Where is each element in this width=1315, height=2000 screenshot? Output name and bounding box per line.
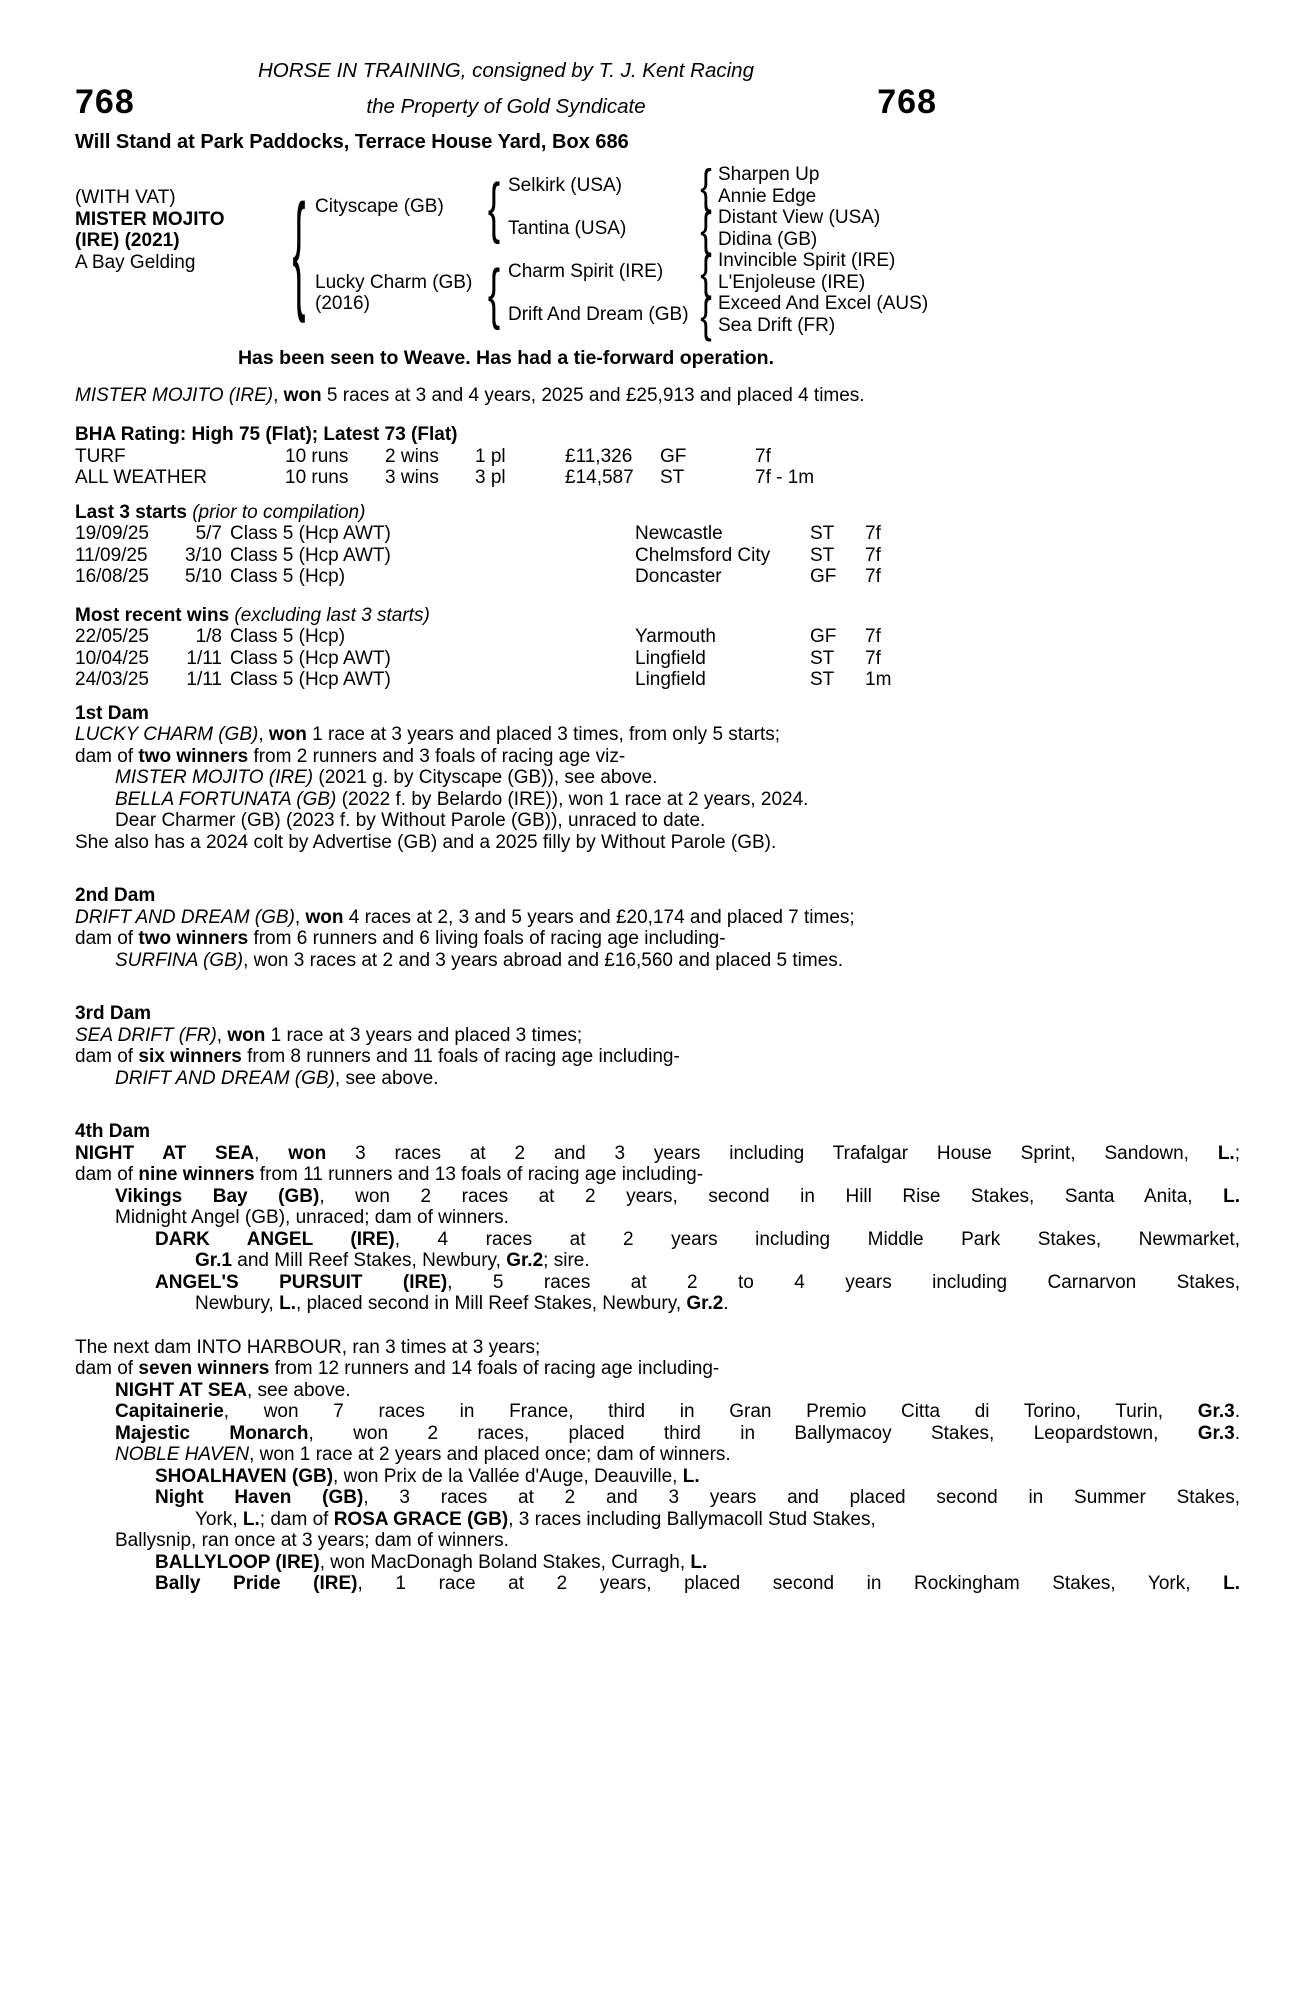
text-run: (2021 g. by Cityscape (GB)), see above.: [313, 767, 658, 788]
cell-dist: 7f: [865, 647, 881, 669]
cell-date: 11/09/25: [75, 544, 148, 566]
text-run: , won 3 races at 2 and 3 years abroad and £16,560 and placed 5 times.: [243, 949, 844, 971]
cell-dist: 7f: [865, 626, 881, 647]
vat-note: (WITH VAT): [75, 187, 176, 208]
text-run: dam of: [75, 745, 139, 767]
text-run: 3 races at 2 and 3 years including Trafalgar House Sprint, Sandown,: [326, 1142, 1218, 1164]
text-run: NIGHT AT SEA: [75, 1142, 255, 1164]
cell-dist: 7f: [865, 544, 881, 566]
table-row: [75, 626, 1240, 648]
great-grandparent: Sharpen Up: [718, 164, 820, 185]
text-run: .: [723, 1293, 729, 1314]
recent-wins-heading: [75, 605, 1240, 627]
text-run: , 5 races at 2 to 4 years including Carnarvon Stakes,: [447, 1271, 1240, 1293]
text-run: SHOALHAVEN (GB): [155, 1465, 334, 1487]
cell-surface: TURF: [75, 445, 126, 467]
text-run: DRIFT AND DREAM (GB): [115, 1067, 335, 1089]
cell-cls: Class 5 (Hcp AWT): [230, 523, 391, 544]
text-run: Capitainerie: [115, 1401, 224, 1422]
text-run: ,: [216, 1024, 228, 1046]
cell-pos: 5/7: [195, 523, 222, 544]
cell-course: Lingfield: [635, 647, 706, 669]
cell-dist: 7f: [755, 445, 771, 467]
last-starts-table: [75, 523, 1240, 588]
dam-heading: 1st Dam: [75, 702, 149, 724]
pedigree-text-line: [75, 1025, 1240, 1047]
cell-dist: 7f: [865, 566, 881, 587]
text-run: from 6 runners and 6 living foals of racing age including-: [248, 928, 726, 949]
catalogue-body: [75, 385, 1240, 1595]
text-run: Dear Charmer (GB) (2023 f. by Without Parole (GB)), unraced to date.: [115, 810, 706, 831]
lot-number-left: 768: [75, 82, 135, 121]
pedigree-text-line: [75, 928, 1240, 950]
cell-pl: 1 pl: [475, 445, 506, 467]
pedigree-text-line: [75, 1530, 1240, 1552]
text-run: , see above.: [334, 1067, 439, 1089]
text-run: LUCKY CHARM (GB): [75, 724, 259, 745]
text-run: BALLYLOOP (IRE): [155, 1551, 320, 1573]
dam-section: [75, 1003, 1240, 1089]
cell-date: 16/08/25: [75, 566, 149, 587]
text-run: SEA DRIFT (FR): [75, 1024, 217, 1046]
pedigree-text-line: [75, 950, 1240, 972]
text-run: Majestic Monarch: [115, 1422, 309, 1444]
text-run: MISTER MOJITO (IRE): [115, 767, 314, 788]
cell-course: Doncaster: [635, 566, 722, 587]
cell-date: 19/09/25: [75, 523, 149, 544]
great-grandparent: Didina (GB): [718, 228, 818, 250]
text-run: won: [288, 1142, 327, 1164]
pedigree-text-line: [75, 1380, 1240, 1402]
cell-course: Yarmouth: [635, 626, 716, 647]
text-run: dam of: [75, 1358, 139, 1379]
dam-section: [75, 703, 1240, 854]
lot-row: [75, 82, 937, 121]
great-grandparent: Exceed And Excel (AUS): [718, 293, 929, 314]
text-run: BELLA FORTUNATA (GB): [115, 788, 337, 810]
granddam-maternal: Drift And Dream (GB): [508, 303, 689, 325]
pedigree-text-line: [75, 1552, 1240, 1574]
pedigree-text-line: [75, 1487, 1240, 1509]
dam-heading: 4th Dam: [75, 1121, 150, 1142]
cell-course: Lingfield: [635, 669, 706, 690]
text-run: Most recent wins: [75, 604, 230, 626]
pedigree-brace-sire: {: [487, 169, 501, 245]
text-run: L.: [1223, 1573, 1240, 1594]
text-run: , won MacDonagh Boland Stakes, Curragh,: [319, 1551, 691, 1573]
pedigree-text-line: [75, 1509, 1240, 1531]
cell-money: £14,587: [565, 467, 634, 488]
pedigree-brace-gp4: {: [700, 287, 712, 342]
text-run: dam of: [75, 1164, 139, 1185]
dam-sections: [75, 703, 1240, 1595]
dam-name: Lucky Charm (GB): [315, 271, 473, 293]
cell-dist: 7f - 1m: [755, 467, 815, 488]
pedigree-text-line: [75, 746, 1240, 768]
lot-number-right: 768: [877, 82, 937, 121]
text-run: (prior to compilation): [186, 501, 366, 523]
text-run: ; dam of: [259, 1508, 334, 1530]
cell-pl: 3 pl: [475, 467, 506, 488]
text-run: NOBLE HAVEN: [115, 1444, 250, 1465]
dam-heading: 2nd Dam: [75, 885, 156, 906]
pedigree-brace-gp2: {: [700, 201, 712, 256]
property-line: the Property of Gold Syndicate: [366, 94, 646, 118]
great-grandparent: Sea Drift (FR): [718, 314, 836, 336]
text-run: ,: [273, 384, 284, 406]
text-run: , won 2 races, placed third in Ballymacoy Stakes, Leopardstown,: [308, 1422, 1198, 1444]
text-run: Last 3 starts: [75, 501, 187, 523]
bha-rating-heading: BHA Rating: High 75 (Flat); Latest 73 (Flat): [75, 424, 458, 445]
text-run: DRIFT AND DREAM (GB): [75, 906, 295, 928]
cell-money: £11,326: [565, 445, 633, 467]
text-run: (excluding last 3 starts): [229, 604, 430, 626]
vet-notice: Has been seen to Weave. Has had a tie-forward operation.: [237, 347, 775, 369]
text-run: two winners: [138, 745, 249, 767]
text-run: , 3 races including Ballymacoll Stud Stakes,: [508, 1508, 876, 1530]
grandsire-maternal: Charm Spirit (IRE): [508, 260, 664, 282]
text-run: Gr.3: [1197, 1422, 1235, 1444]
stand-location-line: Will Stand at Park Paddocks, Terrace House Yard, Box 686: [75, 130, 629, 153]
cell-pos: 1/11: [186, 647, 222, 669]
text-run: Gr.1: [195, 1250, 232, 1271]
text-run: , placed second in Mill Reef Stakes, Newbury,: [296, 1293, 687, 1314]
pedigree-text-line: [75, 1573, 1240, 1595]
text-run: won: [268, 724, 307, 745]
great-grandparent: L'Enjoleuse (IRE): [718, 271, 866, 293]
cell-course: Chelmsford City: [635, 544, 771, 566]
text-run: SURFINA (GB): [115, 949, 244, 971]
horse-suffix: (IRE) (2021): [75, 230, 180, 251]
great-grandparent: Distant View (USA): [718, 207, 881, 228]
text-run: from 8 runners and 11 foals of racing age including-: [241, 1046, 680, 1067]
cell-pos: 1/11: [186, 669, 222, 690]
text-run: , won 7 races in France, third in Gran Premio Citta di Torino, Turin,: [223, 1401, 1198, 1422]
cell-going: ST: [660, 467, 685, 488]
text-run: The next dam INTO HARBOUR, ran 3 times at 3 years;: [75, 1336, 541, 1358]
pedigree-text-line: [75, 1423, 1240, 1445]
tail-female-section: [75, 1337, 1240, 1595]
text-run: from 12 runners and 14 foals of racing age including-: [269, 1358, 720, 1379]
dam-heading: 3rd Dam: [75, 1003, 152, 1024]
consignor-line: HORSE IN TRAINING, consigned by T. J. Kent Racing: [258, 59, 754, 82]
pedigree-text-line: [75, 1046, 1240, 1068]
cell-going: ST: [810, 647, 835, 669]
text-run: ROSA GRACE (GB): [333, 1508, 509, 1530]
pedigree-text-line: [75, 1068, 1240, 1090]
cell-going: GF: [810, 626, 837, 647]
cell-pos: 3/10: [185, 544, 222, 566]
granddam-paternal: Tantina (USA): [508, 217, 627, 239]
text-run: dam of: [75, 928, 139, 949]
cell-pos: 5/10: [185, 566, 222, 587]
text-run: She also has a 2024 colt by Advertise (GB) and a 2025 filly by Without Parole (GB).: [75, 831, 777, 853]
cell-going: GF: [660, 445, 687, 467]
table-row: [75, 648, 1240, 670]
text-run: ANGEL'S PURSUIT (IRE): [155, 1271, 448, 1293]
pedigree-text-line: [75, 1207, 1240, 1229]
text-run: , won Prix de la Vallée d'Auge, Deauville,: [333, 1465, 683, 1487]
cell-dist: 7f: [865, 523, 881, 544]
pedigree-brace-dam: {: [487, 255, 501, 331]
dam-section: [75, 885, 1240, 971]
text-run: Bally Pride (IRE): [155, 1573, 358, 1594]
pedigree-text-line: [75, 1358, 1240, 1380]
text-run: won: [305, 906, 344, 928]
pedigree-brace-gp3: {: [700, 244, 712, 299]
table-row: [75, 669, 1240, 691]
pedigree-text-line: [75, 1444, 1240, 1466]
text-run: ,: [258, 724, 269, 745]
pedigree-text-line: [75, 767, 1240, 789]
text-run: L.: [690, 1551, 708, 1573]
pedigree-text-line: [75, 1337, 1240, 1359]
pedigree-text-line: [75, 789, 1240, 811]
pedigree-text-line: [75, 810, 1240, 832]
pedigree-text-line: [75, 724, 1240, 746]
text-run: ; sire.: [543, 1250, 590, 1271]
text-run: Vikings Bay (GB): [115, 1185, 320, 1207]
cell-dist: 1m: [865, 669, 892, 690]
text-run: won: [227, 1024, 266, 1046]
pedigree-brace-gp1: {: [700, 158, 712, 213]
surface-record-table: [75, 446, 1240, 489]
great-grandparent: Invincible Spirit (IRE): [718, 250, 896, 271]
table-row: [75, 467, 1240, 489]
text-run: Night Haven (GB): [155, 1487, 364, 1508]
text-run: nine winners: [138, 1164, 255, 1185]
text-run: ,: [254, 1142, 289, 1164]
text-run: Gr.2: [506, 1250, 544, 1271]
cell-course: Newcastle: [635, 523, 723, 544]
text-run: , won 1 race at 2 years and placed once; dam of winners.: [249, 1444, 731, 1465]
text-run: (2022 f. by Belardo (IRE)), won 1 race at 2 years, 2024.: [336, 788, 809, 810]
cell-date: 10/04/25: [75, 647, 149, 669]
cell-cls: Class 5 (Hcp): [230, 566, 346, 587]
cell-runs: 10 runs: [285, 467, 349, 488]
pedigree-text-line: [75, 1186, 1240, 1208]
text-run: two winners: [138, 928, 249, 949]
dam-section: [75, 1121, 1240, 1315]
horse-identity-block: [75, 187, 225, 273]
table-row: [75, 545, 1240, 567]
pedigree-text-line: [75, 1229, 1240, 1251]
text-run: 1 race at 3 years and placed 3 times;: [265, 1024, 583, 1046]
text-run: Gr.2: [686, 1293, 724, 1314]
text-run: MISTER MOJITO (IRE): [75, 384, 274, 406]
text-run: , see above.: [246, 1379, 351, 1401]
cell-cls: Class 5 (Hcp): [230, 626, 346, 647]
pedigree-brace-main: {: [292, 175, 306, 325]
table-row: [75, 523, 1240, 545]
text-run: Newbury,: [195, 1293, 280, 1314]
text-run: 4 races at 2, 3 and 5 years and £20,174 and placed 7 times;: [343, 906, 855, 928]
pedigree-text-line: [75, 832, 1240, 854]
text-run: 5 races at 3 and 4 years, 2025 and £25,913 and placed 4 times.: [321, 384, 865, 406]
text-run: six winners: [138, 1046, 242, 1067]
text-run: NIGHT AT SEA: [115, 1379, 247, 1401]
text-run: L.: [1217, 1142, 1235, 1164]
grandsire-paternal: Selkirk (USA): [508, 174, 623, 196]
pedigree-text-line: [75, 1272, 1240, 1294]
text-run: seven winners: [138, 1358, 270, 1379]
cell-cls: Class 5 (Hcp AWT): [230, 647, 391, 669]
text-run: York,: [195, 1508, 243, 1530]
sire-name: Cityscape (GB): [315, 196, 444, 217]
header-zone: [75, 60, 937, 370]
text-run: Gr.3: [1197, 1401, 1235, 1422]
race-record-summary: [75, 385, 1240, 407]
great-grandparent: Annie Edge: [718, 185, 817, 207]
cell-pos: 1/8: [195, 626, 222, 647]
pedigree-text-line: [75, 1293, 1240, 1315]
cell-runs: 10 runs: [285, 445, 349, 467]
pedigree-text-line: [75, 1466, 1240, 1488]
text-run: .: [1234, 1401, 1240, 1422]
text-run: won: [283, 384, 322, 406]
horse-name: MISTER MOJITO: [75, 208, 225, 230]
text-run: Ballysnip, ran once at 3 years; dam of winners.: [115, 1530, 509, 1551]
text-run: Midnight Angel (GB), unraced; dam of winners.: [115, 1207, 509, 1228]
text-run: L.: [1223, 1185, 1240, 1207]
text-run: and Mill Reef Stakes, Newbury,: [231, 1250, 507, 1271]
pedigree-table: [75, 158, 945, 342]
cell-wins: 3 wins: [385, 467, 439, 488]
text-run: L.: [682, 1465, 700, 1487]
cell-cls: Class 5 (Hcp AWT): [230, 669, 391, 690]
text-run: from 2 runners and 3 foals of racing age viz-: [248, 745, 626, 767]
text-run: from 11 runners and 13 foals of racing age including-: [254, 1164, 704, 1185]
cell-going: ST: [810, 669, 835, 690]
cell-date: 24/03/25: [75, 669, 149, 690]
text-run: 1 race at 3 years and placed 3 times, from only 5 starts;: [306, 724, 781, 745]
pedigree-text-line: [75, 1401, 1240, 1423]
cell-going: ST: [810, 544, 835, 566]
text-run: L.: [279, 1293, 297, 1314]
dam-year: (2016): [315, 293, 370, 314]
pedigree-text-line: [75, 1164, 1240, 1186]
text-run: , 3 races at 2 and 3 years and placed second in Summer Stakes,: [363, 1487, 1240, 1508]
text-run: , 4 races at 2 years including Middle Park Stakes, Newmarket,: [394, 1228, 1240, 1250]
cell-going: GF: [810, 566, 837, 587]
cell-going: ST: [810, 523, 835, 544]
dam-name-block: [315, 272, 472, 315]
cell-surface: ALL WEATHER: [75, 467, 207, 488]
pedigree-text-line: [75, 907, 1240, 929]
cell-wins: 2 wins: [385, 445, 439, 467]
text-run: L.: [242, 1508, 260, 1530]
table-row: [75, 446, 1240, 468]
last-starts-heading: [75, 502, 1240, 524]
cell-date: 22/05/25: [75, 626, 149, 647]
text-run: dam of: [75, 1046, 139, 1067]
table-row: [75, 566, 1240, 588]
text-run: ,: [294, 906, 306, 928]
pedigree-text-line: [75, 1143, 1240, 1165]
text-run: , won 2 races at 2 years, second in Hill Rise Stakes, Santa Anita,: [319, 1185, 1224, 1207]
cell-cls: Class 5 (Hcp AWT): [230, 544, 391, 566]
text-run: , 1 race at 2 years, placed second in Rockingham Stakes, York,: [357, 1573, 1224, 1594]
text-run: ;: [1234, 1142, 1240, 1164]
recent-wins-table: [75, 626, 1240, 691]
horse-description: A Bay Gelding: [75, 251, 196, 273]
text-run: DARK ANGEL (IRE): [155, 1228, 395, 1250]
pedigree-text-line: [75, 1250, 1240, 1272]
text-run: .: [1234, 1422, 1240, 1444]
